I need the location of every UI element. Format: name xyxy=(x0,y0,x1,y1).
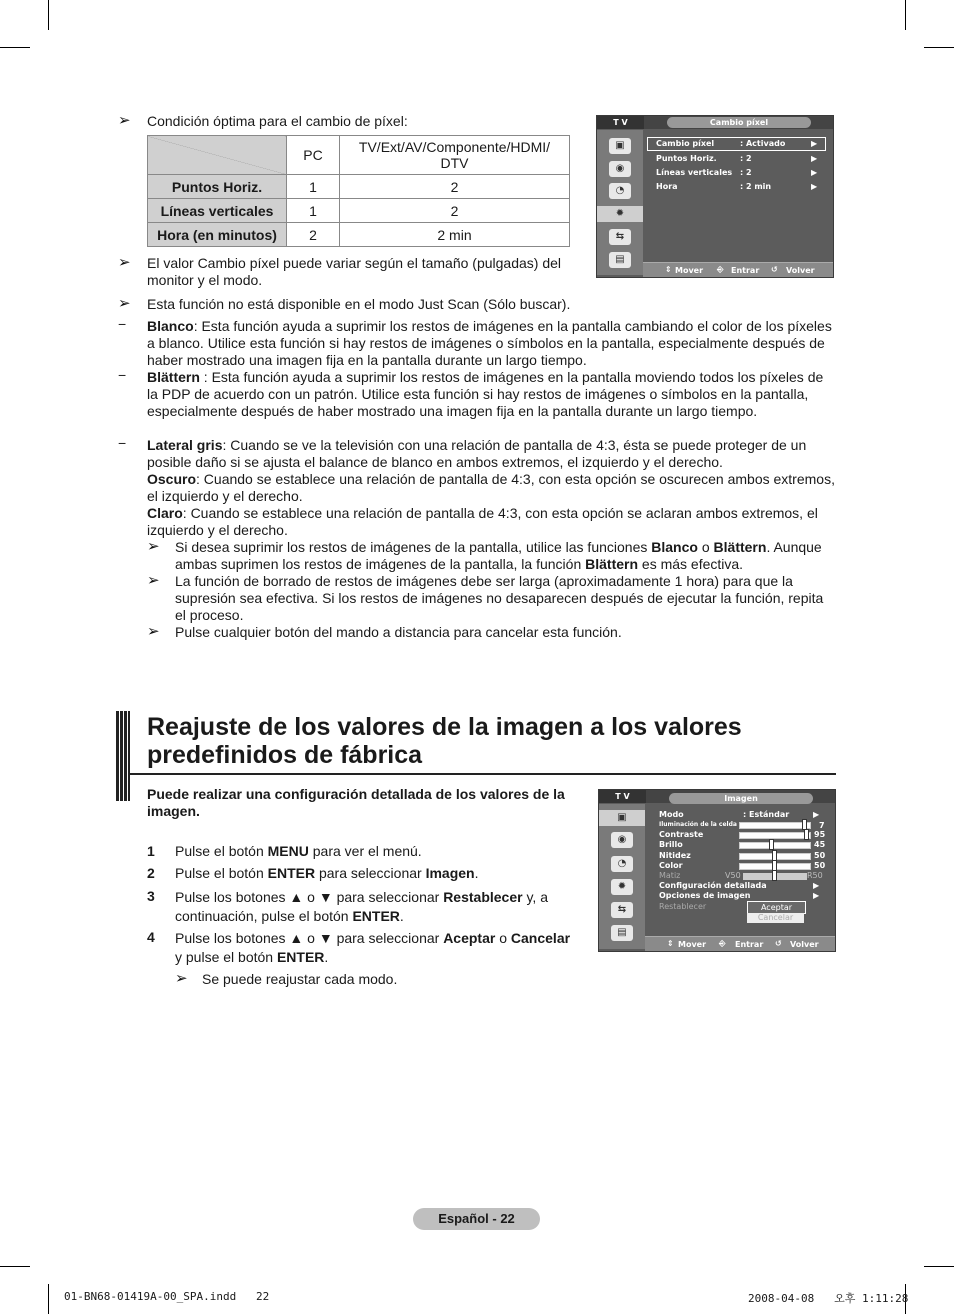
application-icon[interactable]: ▤ xyxy=(611,925,633,941)
slider-track[interactable] xyxy=(739,842,811,849)
text: Pulse los botones ▲ o ▼ para seleccionar xyxy=(175,930,444,946)
text: . xyxy=(324,949,329,965)
crop-mark xyxy=(48,1284,49,1314)
term: Claro xyxy=(147,505,183,521)
print-footer-left: 01-BN68-01419A-00_SPA.indd 22 xyxy=(64,1290,270,1303)
term: Blanco xyxy=(651,539,698,555)
step-4 xyxy=(175,929,575,967)
key: MENU xyxy=(267,843,309,859)
definition-text: : Cuando se ve la televisión con una relación de pantalla de 4:3, ésta se puede proteger de un posible daño si se ajusta el balance de blanco en ambos extremos, el izquierdo y el derecho. xyxy=(147,437,807,470)
enter-icon: ⎆ xyxy=(719,939,726,948)
application-icon[interactable]: ▤ xyxy=(609,252,631,268)
note-just-scan: Esta función no está disponible en el modo Just Scan (Sólo buscar). xyxy=(147,296,571,312)
row-tv-value: 2 xyxy=(340,175,570,199)
osd-row-value: : Activado xyxy=(740,139,786,148)
right-arrow-icon: ▶ xyxy=(813,810,820,819)
osd-title: Cambio píxel xyxy=(667,117,811,128)
picture-icon[interactable]: ▣ xyxy=(609,138,631,154)
right-arrow-icon: ▶ xyxy=(813,881,820,890)
text: . xyxy=(399,908,404,924)
slider-track[interactable] xyxy=(739,832,811,839)
note-pixel-shift-value: El valor Cambio píxel puede variar según el tamaño (pulgadas) del monitor y el modo. xyxy=(147,255,562,288)
row-pc-value: 1 xyxy=(287,199,340,223)
key: ENTER xyxy=(352,908,400,924)
slider-label[interactable]: Contraste xyxy=(659,830,704,839)
definition-text: : Esta función ayuda a suprimir los restos de imágenes en la pantalla cambiando el color de los píxeles a blanco. Utilice esta función si hay restos de imágenes o símbolos en la pantalla, especialmente después de haber mostrado una imagen fija en la pantalla durante un largo tiempo. xyxy=(147,318,832,368)
table-header-pc: PC xyxy=(287,136,340,175)
step-number: 4 xyxy=(147,929,155,945)
row-label: Puntos Horiz. xyxy=(148,175,287,199)
enter-icon: ⎆ xyxy=(717,265,724,274)
text: y pulse el botón xyxy=(175,949,277,965)
dash-bullet: − xyxy=(118,316,127,332)
osd-picture-menu xyxy=(598,789,836,952)
blattern-definition xyxy=(147,369,837,420)
osd-footer xyxy=(645,936,835,951)
text: es más efectiva. xyxy=(638,556,744,572)
text: para seleccionar xyxy=(315,865,426,881)
row-label: Líneas verticales xyxy=(148,199,287,223)
note-arrow-icon: ➢ xyxy=(147,572,160,589)
key: ENTER xyxy=(267,865,316,881)
matiz-right-value: R50 xyxy=(807,871,823,880)
crop-mark xyxy=(924,47,954,48)
table-corner-cell xyxy=(148,136,287,175)
right-arrow-icon: ▶ xyxy=(811,139,818,148)
footer-back: Volver xyxy=(790,940,819,949)
right-arrow-icon: ▶ xyxy=(811,182,818,191)
slider-label[interactable]: Color xyxy=(659,861,683,870)
key: ENTER xyxy=(276,949,325,965)
input-icon[interactable]: ⇆ xyxy=(609,229,631,245)
note-arrow-icon: ➢ xyxy=(175,970,188,987)
osd-row-label[interactable]: Líneas verticales xyxy=(656,168,733,177)
page-number-pill: Español - 22 xyxy=(413,1208,540,1230)
table-row xyxy=(148,199,570,223)
move-icon: ⇕ xyxy=(667,939,674,948)
term: Blanco xyxy=(147,318,194,334)
osd-row-label[interactable]: Restablecer xyxy=(659,902,707,911)
setup-icon[interactable]: ✹ xyxy=(597,206,643,222)
note-arrow-icon: ➢ xyxy=(118,112,131,129)
channel-icon[interactable]: ◔ xyxy=(611,856,633,872)
cancel-button[interactable]: Cancelar xyxy=(747,913,804,923)
right-arrow-icon: ▶ xyxy=(811,154,818,163)
sub-note-duration: La función de borrado de restos de imágenes debe ser larga (aproximadamente 1 hora) para que la supresión sea efectiva. Si los restos de imágenes no desaparecen después de ejecutar la función, repita el proceso. xyxy=(175,573,824,623)
key: Cancelar xyxy=(510,930,571,946)
lateral-gris-definition xyxy=(147,437,837,539)
footer-enter: Entrar xyxy=(731,266,760,275)
osd-row-label[interactable]: Configuración detallada xyxy=(659,881,767,890)
text: Pulse el botón xyxy=(175,865,268,881)
setup-icon[interactable]: ✹ xyxy=(611,879,633,895)
dash-bullet: − xyxy=(118,367,127,383)
picture-icon[interactable]: ▣ xyxy=(599,810,645,826)
osd-row-value: : 2 xyxy=(740,154,752,163)
term: Blättern xyxy=(713,539,767,555)
row-tv-value: 2 min xyxy=(340,223,570,247)
osd-row-label[interactable]: Hora xyxy=(656,182,678,191)
accept-button[interactable]: Aceptar xyxy=(747,901,806,914)
text: Pulse los botones ▲ o ▼ para seleccionar xyxy=(175,889,444,905)
step-number: 3 xyxy=(147,888,155,904)
text: y, a continuación, pulse el botón xyxy=(175,889,548,924)
footer-back: Volver xyxy=(786,266,815,275)
row-pc-value: 2 xyxy=(287,223,340,247)
osd-row-value: : Estándar xyxy=(743,810,790,819)
section-title-text: Reajuste de los valores de la imagen a los valores predefinidos de fábrica xyxy=(147,713,742,769)
osd-row-value: : 2 xyxy=(740,168,752,177)
footer-move: Mover xyxy=(675,266,704,275)
osd-sidebar xyxy=(599,804,645,949)
definition-text: : Cuando se establece una relación de pantalla de 4:3, con esta opción se aclaran ambos extremos, el izquierdo y el derecho. xyxy=(147,505,818,538)
table-row xyxy=(148,175,570,199)
step-number: 1 xyxy=(147,843,155,859)
crop-mark xyxy=(0,47,30,48)
slider-value: 50 xyxy=(814,861,826,870)
row-label: Hora (en minutos) xyxy=(148,223,287,247)
note-arrow-icon: ➢ xyxy=(147,623,160,640)
section-title xyxy=(147,713,797,769)
text: o xyxy=(495,930,511,946)
sound-icon[interactable]: ◉ xyxy=(609,161,631,177)
channel-icon[interactable]: ◔ xyxy=(609,183,631,199)
step-3 xyxy=(175,888,575,926)
row-pc-value: 1 xyxy=(287,175,340,199)
step-1 xyxy=(175,843,575,860)
text: Si desea suprimir los restos de imágenes de la pantalla, utilice las funciones xyxy=(175,539,652,555)
slider-knob[interactable] xyxy=(769,839,774,850)
input-icon[interactable]: ⇆ xyxy=(611,902,633,918)
right-arrow-icon: ▶ xyxy=(813,891,820,900)
definition-text: : Esta función ayuda a suprimir los restos de imágenes en la pantalla moviendo todos los píxeles de la PDP de acuerdo con un patrón. Utilice esta función si hay restos de imágenes o símbolos en la pantalla, especialmente después de haber mostrado una imagen fija en la pantalla durante un largo tiempo. xyxy=(147,369,824,419)
section-marker-bar xyxy=(116,711,130,801)
slider-label[interactable]: Nitidez xyxy=(659,851,691,860)
step-note: Se puede reajustar cada modo. xyxy=(202,971,398,987)
crop-mark xyxy=(905,0,906,30)
text: para ver el menú. xyxy=(308,843,422,859)
osd-row-value: : 2 min xyxy=(740,182,772,191)
move-icon: ⇕ xyxy=(665,265,672,274)
sound-icon[interactable]: ◉ xyxy=(611,832,633,848)
key: Restablecer xyxy=(443,889,523,905)
osd-sidebar xyxy=(597,130,643,275)
osd-title: Imagen xyxy=(669,793,813,804)
sub-note-suppress xyxy=(175,539,835,573)
text: Pulse el botón xyxy=(175,843,268,859)
slider-knob[interactable] xyxy=(804,829,809,840)
slider-value: 95 xyxy=(814,830,826,839)
return-icon: ↺ xyxy=(771,265,778,274)
osd-row-label[interactable]: Opciones de imagen xyxy=(659,891,751,900)
osd-pixel-shift-menu xyxy=(596,115,834,278)
footer-move: Mover xyxy=(678,940,707,949)
key: Imagen xyxy=(425,865,475,881)
osd-footer xyxy=(643,262,833,277)
matiz-label: Matiz xyxy=(659,871,681,880)
table-header-tv: TV/Ext/AV/Componente/HDMI/ DTV xyxy=(340,136,570,175)
matiz-left-value: V50 xyxy=(725,871,741,880)
row-tv-value: 2 xyxy=(340,199,570,223)
slider-value: 7 xyxy=(819,821,825,830)
pixel-shift-table xyxy=(147,135,570,247)
sub-note-cancel: Pulse cualquier botón del mando a distancia para cancelar esta función. xyxy=(175,624,622,640)
note-optimal-condition: Condición óptima para el cambio de píxel: xyxy=(147,113,408,129)
crop-mark xyxy=(48,0,49,30)
osd-row-label[interactable]: Cambio píxel xyxy=(656,139,715,148)
crop-mark xyxy=(0,1266,30,1267)
step-2 xyxy=(175,865,575,882)
right-arrow-icon: ▶ xyxy=(811,168,818,177)
definition-text: : Cuando se establece una relación de pantalla de 4:3, con esta opción se oscurecen ambos extremos, el izquierdo y el derecho. xyxy=(147,471,835,504)
slider-knob xyxy=(772,870,777,881)
text: . xyxy=(474,865,479,881)
term: Oscuro xyxy=(147,471,197,487)
blanco-definition xyxy=(147,318,837,369)
note-arrow-icon: ➢ xyxy=(118,254,131,271)
slider-label[interactable]: Iluminación de la celda xyxy=(659,821,737,828)
slider-label[interactable]: Brillo xyxy=(659,840,683,849)
intro-text: Puede realizar una configuración detallada de los valores de la imagen. xyxy=(147,786,565,819)
dash-bullet: − xyxy=(118,435,127,451)
note-arrow-icon: ➢ xyxy=(147,538,160,555)
print-footer-right: 2008-04-08 오후 1:11:28 xyxy=(748,1292,909,1305)
return-icon: ↺ xyxy=(775,939,782,948)
osd-row-label[interactable]: Modo xyxy=(659,810,684,819)
slider-value: 45 xyxy=(814,840,826,849)
text: . Aunque ambas suprimen los restos de imágenes de la pantalla, la función xyxy=(175,539,822,572)
key: Aceptar xyxy=(443,930,496,946)
term: Lateral gris xyxy=(147,437,223,453)
footer-enter: Entrar xyxy=(735,940,764,949)
osd-row-label[interactable]: Puntos Horiz. xyxy=(656,154,717,163)
text: o xyxy=(697,539,714,555)
osd-tv-label: T V xyxy=(599,790,646,803)
table-row xyxy=(148,223,570,247)
term: Blättern xyxy=(585,556,639,572)
crop-mark xyxy=(924,1266,954,1267)
section-rule xyxy=(130,773,836,775)
note-arrow-icon: ➢ xyxy=(118,295,131,312)
slider-track[interactable] xyxy=(739,822,811,829)
osd-tv-label: T V xyxy=(597,116,644,129)
term: Blättern xyxy=(147,369,200,385)
slider-value: 50 xyxy=(814,851,826,860)
step-number: 2 xyxy=(147,865,155,881)
